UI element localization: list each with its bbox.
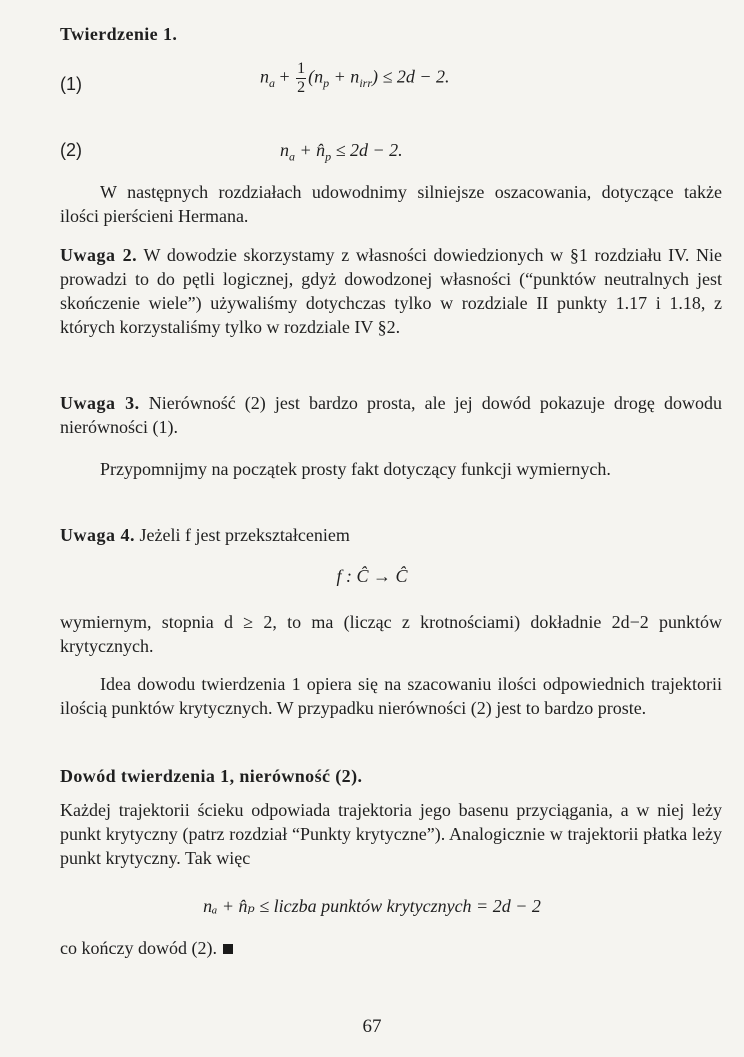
remark-2-label: Uwaga 2. — [60, 245, 138, 265]
equation-2 — [60, 140, 722, 180]
remark-3 — [60, 391, 722, 439]
equation-1 — [60, 60, 722, 100]
remark-2 — [60, 243, 722, 339]
closing-line — [60, 936, 722, 960]
page-number: 67 — [362, 1016, 382, 1037]
equation-2-label: (2) — [60, 140, 82, 160]
remark-4 — [60, 523, 722, 547]
closing-text: co kończy dowód (2). — [60, 938, 217, 958]
equation-1-body: $n_a$ + $\frac{1}{2}$ $(n_p + n_{irr}) \le 2d - 2$. — [260, 60, 450, 96]
paragraph-hermana: W następnych rozdziałach udowodnimy silniejsze oszacowania, dotyczące także ilości pierścieni Hermana. — [60, 182, 722, 226]
final-formula: nₐ + n̂ₚ ≤ liczba punktów krytycznych = 2d − 2 — [203, 896, 541, 916]
theorem-title: Twierdzenie 1. — [60, 24, 178, 44]
equation-2-body: $n_a$ + $n̂_p \le 2d - 2$. — [280, 140, 403, 164]
paragraph-idea: Idea dowodu twierdzenia 1 opiera się na szacowaniu ilości odpowiednich trajektorii ilością punktów krytycznych. W przypadku nierówności (2) jest to bardzo proste. — [60, 674, 722, 718]
remark-3-label: Uwaga 3. — [60, 393, 140, 413]
remark-4-text: Jeżeli f jest przekształceniem — [135, 525, 350, 545]
remark-2-text: W dowodzie skorzystamy z własności dowiedzionych w §1 rozdziału IV. Nie prowadzi to do pętli logicznej, gdyż dowodzonej własności (“punktów neutralnych jest skończenie wiele”) używaliśmy dotychczas tylko w rozdziale II punkty 1.17 i 1.18, z których korzystaliśmy tylko w rozdziale IV §2. — [60, 245, 723, 337]
remark-3-text: Nierówność (2) jest bardzo prosta, ale jej dowód pokazuje drogę dowodu nierówności (1). — [60, 393, 723, 437]
equation-1-label: (1) — [60, 74, 82, 94]
fraction-one-half: $\frac{1}{2}$ — [297, 60, 306, 96]
paragraph-reminder: Przypomnijmy na początek prosty fakt dotyczący funkcji wymiernych. — [100, 459, 611, 479]
paragraph-critical-points: wymiernym, stopnia d ≥ 2, to ma (licząc z krotnościami) dokładnie 2d−2 punktów krytycznych. — [60, 612, 722, 656]
map-formula: f : Ĉ → Ĉ — [336, 566, 408, 586]
remark-4-label: Uwaga 4. — [60, 525, 135, 545]
proof-heading: Dowód twierdzenia 1, nierówność (2). — [60, 766, 363, 786]
paragraph-proof: Każdej trajektorii ścieku odpowiada trajektoria jego basenu przyciągania, a w niej leży punkt krytyczny (patrz rozdział “Punkty krytyczne”). Analogicznie w trajektorii płatka leży punkt krytyczny. Tak więc — [60, 800, 722, 868]
qed-square-icon — [223, 944, 233, 954]
